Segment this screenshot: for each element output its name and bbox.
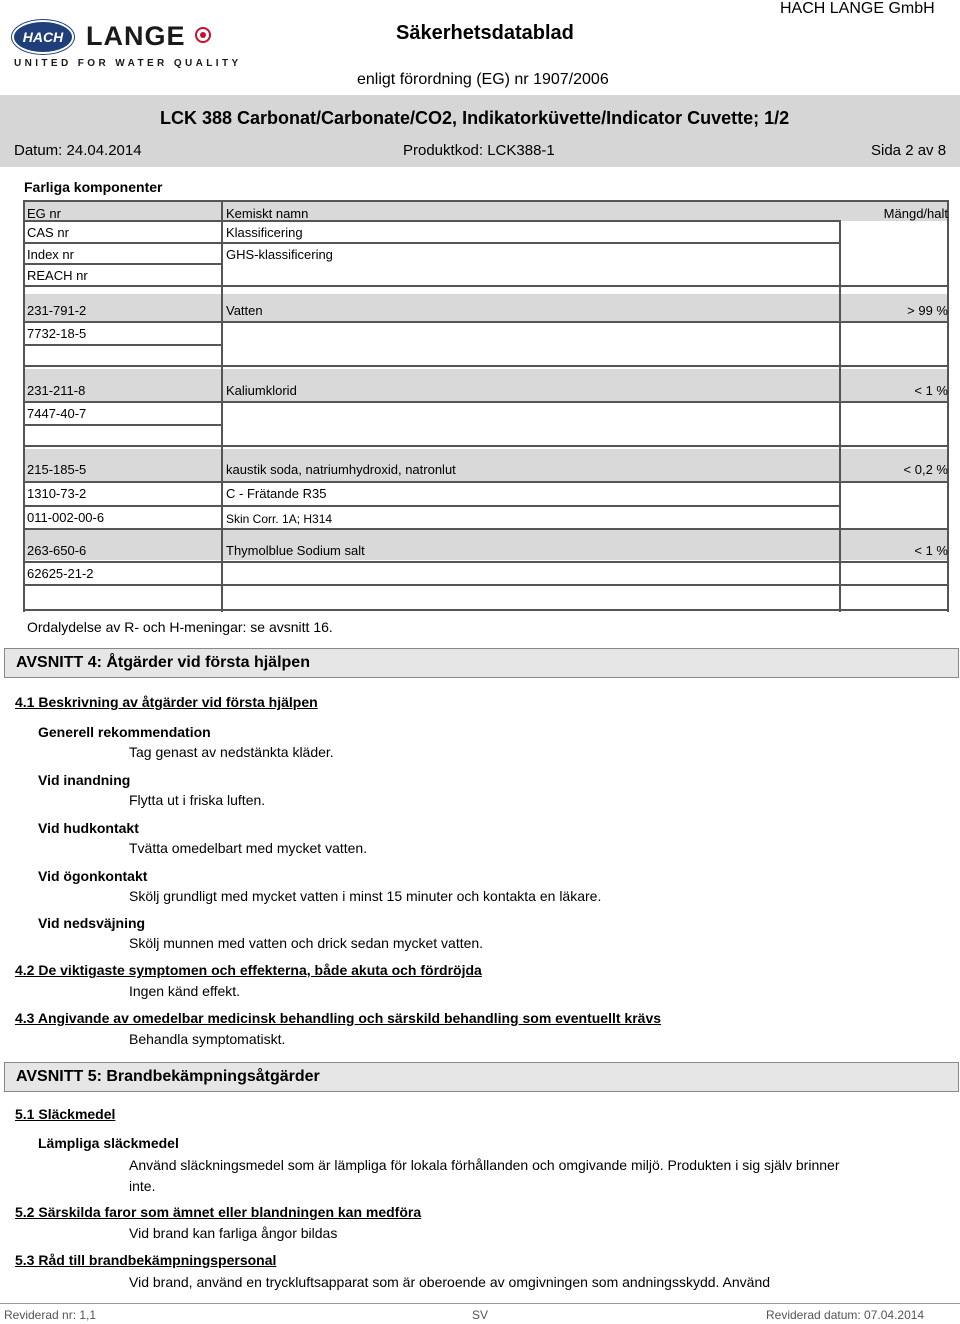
- skin-contact-text: Tvätta omedelbart med mycket vatten.: [129, 840, 368, 856]
- table-border-left: [23, 200, 25, 612]
- section5-3-heading: 5.3 Råd till brandbekämpningspersonal: [15, 1252, 277, 1268]
- table-border-top: [23, 200, 949, 202]
- row4-name: Thymolblue Sodium salt: [226, 543, 365, 558]
- row3-cas: 1310-73-2: [27, 486, 87, 501]
- section4-1-heading: 4.1 Beskrivning av åtgärder vid första hjälpen: [15, 694, 318, 710]
- table-line: [23, 505, 841, 507]
- col-cas-header: CAS nr: [27, 225, 69, 240]
- header-band-row: [23, 201, 949, 221]
- table-line: [23, 445, 949, 447]
- lange-wordmark: LANGE: [86, 21, 186, 51]
- product-code: Produktkod: LCK388-1: [403, 142, 555, 159]
- target-icon: [195, 27, 211, 43]
- row3-ghs: Skin Corr. 1A; H314: [226, 512, 333, 526]
- row-band-4: [23, 530, 949, 560]
- row1-amount: > 99 %: [907, 303, 948, 318]
- row4-amount: < 1 %: [914, 543, 948, 558]
- eye-contact-label: Vid ögonkontakt: [38, 868, 148, 884]
- row3-index: 011-002-00-6: [27, 510, 105, 525]
- inhalation-label: Vid inandning: [38, 772, 131, 788]
- table-line: [23, 528, 949, 530]
- row3-ec: 215-185-5: [27, 462, 87, 477]
- components-heading: Farliga komponenter: [24, 179, 163, 195]
- revision-number: Reviderad nr: 1,1: [4, 1308, 97, 1322]
- document-date: Datum: 24.04.2014: [14, 142, 142, 159]
- document-title: Säkerhetsdatablad: [396, 22, 574, 44]
- row-band-2: [23, 369, 949, 401]
- section4-2-text: Ingen känd effekt.: [129, 983, 241, 999]
- table-divider-1: [221, 200, 223, 612]
- skin-contact-label: Vid hudkontakt: [38, 820, 139, 836]
- col-ghs-header: GHS-klassificering: [226, 247, 333, 262]
- row1-ec: 231-791-2: [27, 303, 87, 318]
- table-line: [23, 584, 949, 586]
- row3-amount: < 0,2 %: [903, 462, 948, 477]
- table-line: [23, 365, 949, 367]
- col-classification-header: Klassificering: [226, 225, 303, 240]
- hach-logo-oval: HACH: [12, 20, 74, 54]
- row3-classification: C - Frätande R35: [226, 486, 327, 501]
- table-line: [23, 401, 949, 403]
- col-reach-header: REACH nr: [27, 268, 88, 283]
- col-index-header: Index nr: [27, 247, 74, 262]
- table-line: [23, 344, 223, 346]
- table-line: [23, 285, 949, 287]
- product-name: LCK 388 Carbonat/Carbonate/CO2, Indikatorküvette/Indicator Cuvette; 1/2: [160, 108, 790, 128]
- col-ec-header: EG nr: [27, 206, 61, 221]
- table-line: [23, 481, 949, 483]
- col-amount-header: Mängd/halt: [883, 206, 948, 221]
- row2-cas: 7447-40-7: [27, 406, 87, 421]
- extinguishing-media-text: Använd släckningsmedel som är lämpliga för lokala förhållanden och omgivande miljö. Produkten i sig själv brinner inte.: [129, 1157, 840, 1194]
- table-line: [23, 242, 841, 244]
- revision-date: Reviderad datum: 07.04.2014: [766, 1308, 925, 1322]
- section4-title: AVSNITT 4: Åtgärder vid första hjälpen: [16, 654, 310, 671]
- row2-ec: 231-211-8: [27, 383, 86, 398]
- table-line: [23, 220, 841, 222]
- row2-amount: < 1 %: [914, 383, 948, 398]
- row2-name: Kaliumklorid: [226, 383, 297, 398]
- row3-name: kaustik soda, natriumhydroxid, natronlut: [226, 462, 456, 477]
- logo-tagline: UNITED FOR WATER QUALITY: [14, 58, 242, 69]
- general-advice-text: Tag genast av nedstänkta kläder.: [129, 744, 334, 760]
- footer-divider: [0, 1303, 960, 1304]
- row-band-1: [23, 294, 949, 322]
- company-name: HACH LANGE GmbH: [780, 0, 935, 17]
- table-line: [23, 321, 949, 323]
- section5-3-text: Vid brand, använd en tryckluftsapparat som är oberoende av omgivningen som andningsskydd. Använd: [129, 1274, 771, 1290]
- inhalation-text: Flytta ut i friska luften.: [129, 792, 266, 808]
- row1-name: Vatten: [226, 303, 263, 318]
- table-border-bottom: [23, 609, 949, 611]
- table-divider-2: [839, 220, 841, 612]
- section4-3-heading: 4.3 Angivande av omedelbar medicinsk behandling och särskild behandling som eventuellt krävs: [15, 1010, 662, 1026]
- section5-2-heading: 5.2 Särskilda faror som ämnet eller blandningen kan medföra: [15, 1204, 422, 1220]
- extinguishing-media-label: Lämpliga släckmedel: [38, 1135, 179, 1151]
- page-number: Sida 2 av 8: [871, 142, 947, 159]
- ingestion-text: Skölj munnen med vatten och drick sedan mycket vatten.: [129, 935, 484, 951]
- row4-cas: 62625-21-2: [27, 566, 94, 581]
- ingestion-label: Vid nedsväjning: [38, 915, 146, 931]
- table-line: [23, 424, 223, 426]
- table-line: [23, 561, 949, 563]
- row4-ec: 263-650-6: [27, 543, 87, 558]
- section4-2-heading: 4.2 De viktigaste symptomen och effekterna, både akuta och fördröjda: [15, 962, 482, 978]
- section5-1-heading: 5.1 Släckmedel: [15, 1106, 116, 1122]
- language-code: SV: [472, 1308, 489, 1322]
- regulation-text: enligt förordning (EG) nr 1907/2006: [357, 71, 609, 88]
- section5-header: [4, 1062, 959, 1092]
- table-line: [23, 263, 223, 265]
- section4-header: [4, 648, 959, 678]
- section5-title: AVSNITT 5: Brandbekämpningsåtgärder: [16, 1068, 320, 1085]
- section4-3-text: Behandla symptomatiskt.: [129, 1031, 286, 1047]
- eye-contact-text: Skölj grundligt med mycket vatten i minst 15 minuter och kontakta en läkare.: [129, 888, 602, 904]
- col-name-header: Kemiskt namn: [226, 206, 309, 221]
- general-advice-label: Generell rekommendation: [38, 724, 211, 740]
- row1-cas: 7732-18-5: [27, 326, 87, 341]
- row-band-3: [23, 449, 949, 483]
- section5-2-text: Vid brand kan farliga ångor bildas: [129, 1225, 338, 1241]
- phrases-note: Ordalydelse av R- och H-meningar: se avsnitt 16.: [27, 619, 333, 635]
